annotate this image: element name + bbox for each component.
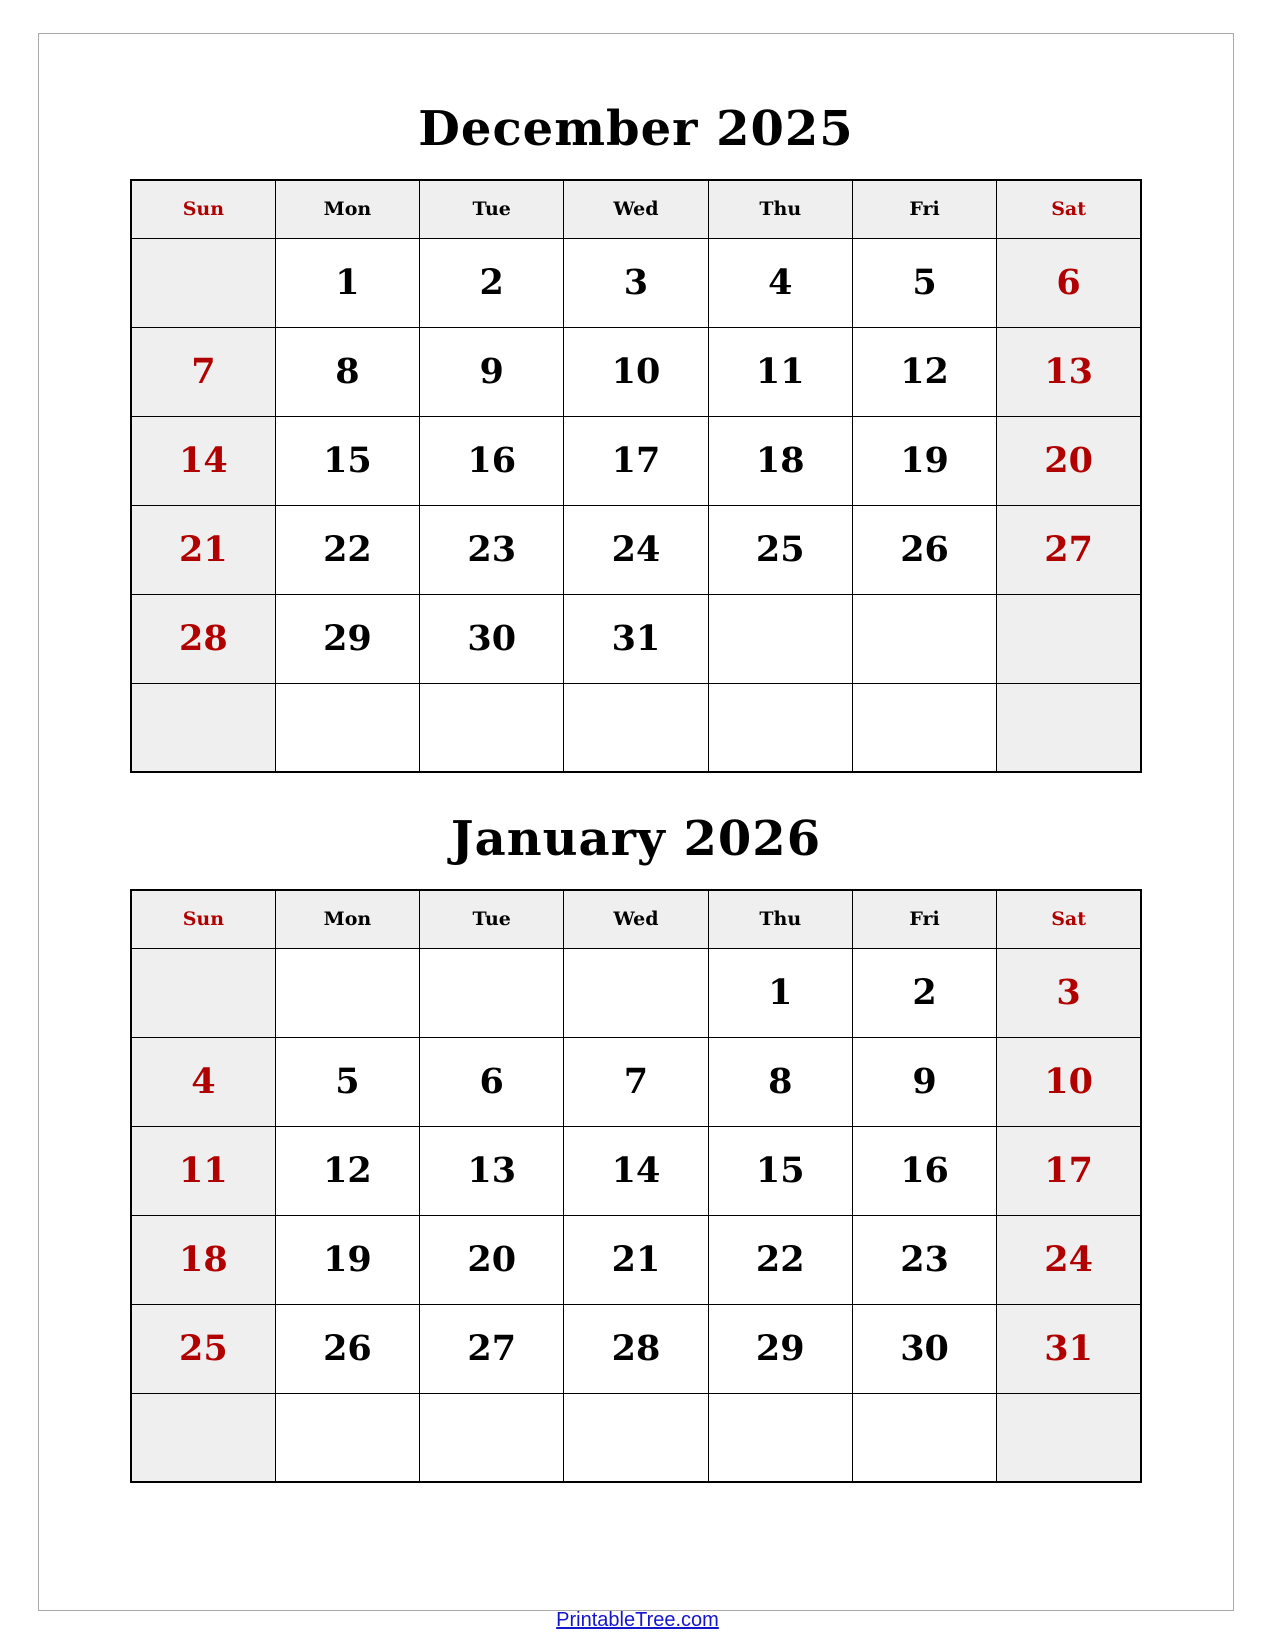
weekday-header-wed: Wed [564, 890, 708, 948]
day-cell: 15 [708, 1126, 852, 1215]
weekday-header-sat: Sat [997, 180, 1141, 238]
week-row [131, 238, 1141, 327]
day-cell [420, 1393, 564, 1482]
day-cell: 9 [420, 327, 564, 416]
day-cell: 8 [708, 1037, 852, 1126]
day-cell: 22 [708, 1215, 852, 1304]
weekday-header-fri: Fri [852, 890, 996, 948]
day-cell [564, 1393, 708, 1482]
day-cell: 2 [852, 948, 996, 1037]
day-cell: 12 [852, 327, 996, 416]
weekday-header-row [131, 180, 1141, 238]
weekday-header-sat: Sat [997, 890, 1141, 948]
day-cell: 6 [997, 238, 1141, 327]
day-cell [852, 594, 996, 683]
day-cell: 24 [564, 505, 708, 594]
day-cell: 13 [420, 1126, 564, 1215]
weekday-header-wed: Wed [564, 180, 708, 238]
weekday-header-fri: Fri [852, 180, 996, 238]
day-cell: 1 [708, 948, 852, 1037]
week-row [131, 1215, 1141, 1304]
day-cell: 2 [420, 238, 564, 327]
weekday-header-mon: Mon [275, 890, 419, 948]
day-cell: 20 [420, 1215, 564, 1304]
day-cell: 4 [708, 238, 852, 327]
day-cell: 17 [997, 1126, 1141, 1215]
day-cell: 10 [997, 1037, 1141, 1126]
day-cell: 28 [564, 1304, 708, 1393]
day-cell [131, 683, 275, 772]
weekday-header-mon: Mon [275, 180, 419, 238]
week-row [131, 1304, 1141, 1393]
day-cell [275, 1393, 419, 1482]
day-cell: 25 [708, 505, 852, 594]
calendar-page [38, 33, 1234, 1611]
day-cell [708, 683, 852, 772]
day-cell: 30 [420, 594, 564, 683]
weekday-header-row [131, 890, 1141, 948]
week-row [131, 1393, 1141, 1482]
day-cell: 8 [275, 327, 419, 416]
day-cell: 9 [852, 1037, 996, 1126]
day-cell: 21 [564, 1215, 708, 1304]
day-cell [420, 683, 564, 772]
weekday-header-thu: Thu [708, 180, 852, 238]
day-cell: 3 [997, 948, 1141, 1037]
day-cell [275, 683, 419, 772]
day-cell: 4 [131, 1037, 275, 1126]
day-cell: 28 [131, 594, 275, 683]
weekday-header-thu: Thu [708, 890, 852, 948]
day-cell [997, 1393, 1141, 1482]
day-cell: 16 [852, 1126, 996, 1215]
weekday-header-sun: Sun [131, 890, 275, 948]
week-row [131, 505, 1141, 594]
day-cell: 27 [997, 505, 1141, 594]
month-block-january [38, 773, 1234, 1483]
day-cell [131, 238, 275, 327]
day-cell: 18 [131, 1215, 275, 1304]
day-cell: 14 [564, 1126, 708, 1215]
day-cell: 5 [852, 238, 996, 327]
month-block-december [38, 33, 1234, 773]
week-row [131, 683, 1141, 772]
day-cell: 23 [420, 505, 564, 594]
week-row [131, 1126, 1141, 1215]
calendar-grid-december [130, 179, 1142, 773]
day-cell: 7 [131, 327, 275, 416]
day-cell: 31 [564, 594, 708, 683]
week-row [131, 416, 1141, 505]
day-cell: 26 [852, 505, 996, 594]
day-cell [275, 948, 419, 1037]
day-cell [131, 948, 275, 1037]
day-cell: 6 [420, 1037, 564, 1126]
day-cell [852, 1393, 996, 1482]
week-row [131, 1037, 1141, 1126]
week-row [131, 594, 1141, 683]
day-cell [420, 948, 564, 1037]
day-cell: 14 [131, 416, 275, 505]
day-cell: 26 [275, 1304, 419, 1393]
day-cell [997, 683, 1141, 772]
day-cell: 5 [275, 1037, 419, 1126]
day-cell: 27 [420, 1304, 564, 1393]
day-cell: 25 [131, 1304, 275, 1393]
day-cell: 13 [997, 327, 1141, 416]
day-cell: 22 [275, 505, 419, 594]
day-cell: 29 [275, 594, 419, 683]
day-cell: 16 [420, 416, 564, 505]
footer [0, 1609, 1275, 1632]
day-cell: 12 [275, 1126, 419, 1215]
calendar-grid-january [130, 889, 1142, 1483]
day-cell [997, 594, 1141, 683]
month-title-january: January 2026 [450, 811, 822, 867]
day-cell: 20 [997, 416, 1141, 505]
day-cell: 15 [275, 416, 419, 505]
day-cell: 17 [564, 416, 708, 505]
day-cell [708, 594, 852, 683]
week-row [131, 327, 1141, 416]
day-cell [131, 1393, 275, 1482]
day-cell: 23 [852, 1215, 996, 1304]
weekday-header-sun: Sun [131, 180, 275, 238]
day-cell: 24 [997, 1215, 1141, 1304]
day-cell: 18 [708, 416, 852, 505]
printabletree-link[interactable]: PrintableTree.com [556, 1609, 719, 1631]
day-cell [852, 683, 996, 772]
day-cell: 11 [131, 1126, 275, 1215]
day-cell [708, 1393, 852, 1482]
day-cell: 29 [708, 1304, 852, 1393]
month-title-december: December 2025 [418, 101, 854, 157]
week-row [131, 948, 1141, 1037]
day-cell [564, 683, 708, 772]
day-cell: 11 [708, 327, 852, 416]
day-cell [564, 948, 708, 1037]
day-cell: 21 [131, 505, 275, 594]
day-cell: 7 [564, 1037, 708, 1126]
weekday-header-tue: Tue [420, 890, 564, 948]
day-cell: 3 [564, 238, 708, 327]
day-cell: 19 [852, 416, 996, 505]
day-cell: 31 [997, 1304, 1141, 1393]
day-cell: 19 [275, 1215, 419, 1304]
weekday-header-tue: Tue [420, 180, 564, 238]
day-cell: 30 [852, 1304, 996, 1393]
day-cell: 1 [275, 238, 419, 327]
day-cell: 10 [564, 327, 708, 416]
